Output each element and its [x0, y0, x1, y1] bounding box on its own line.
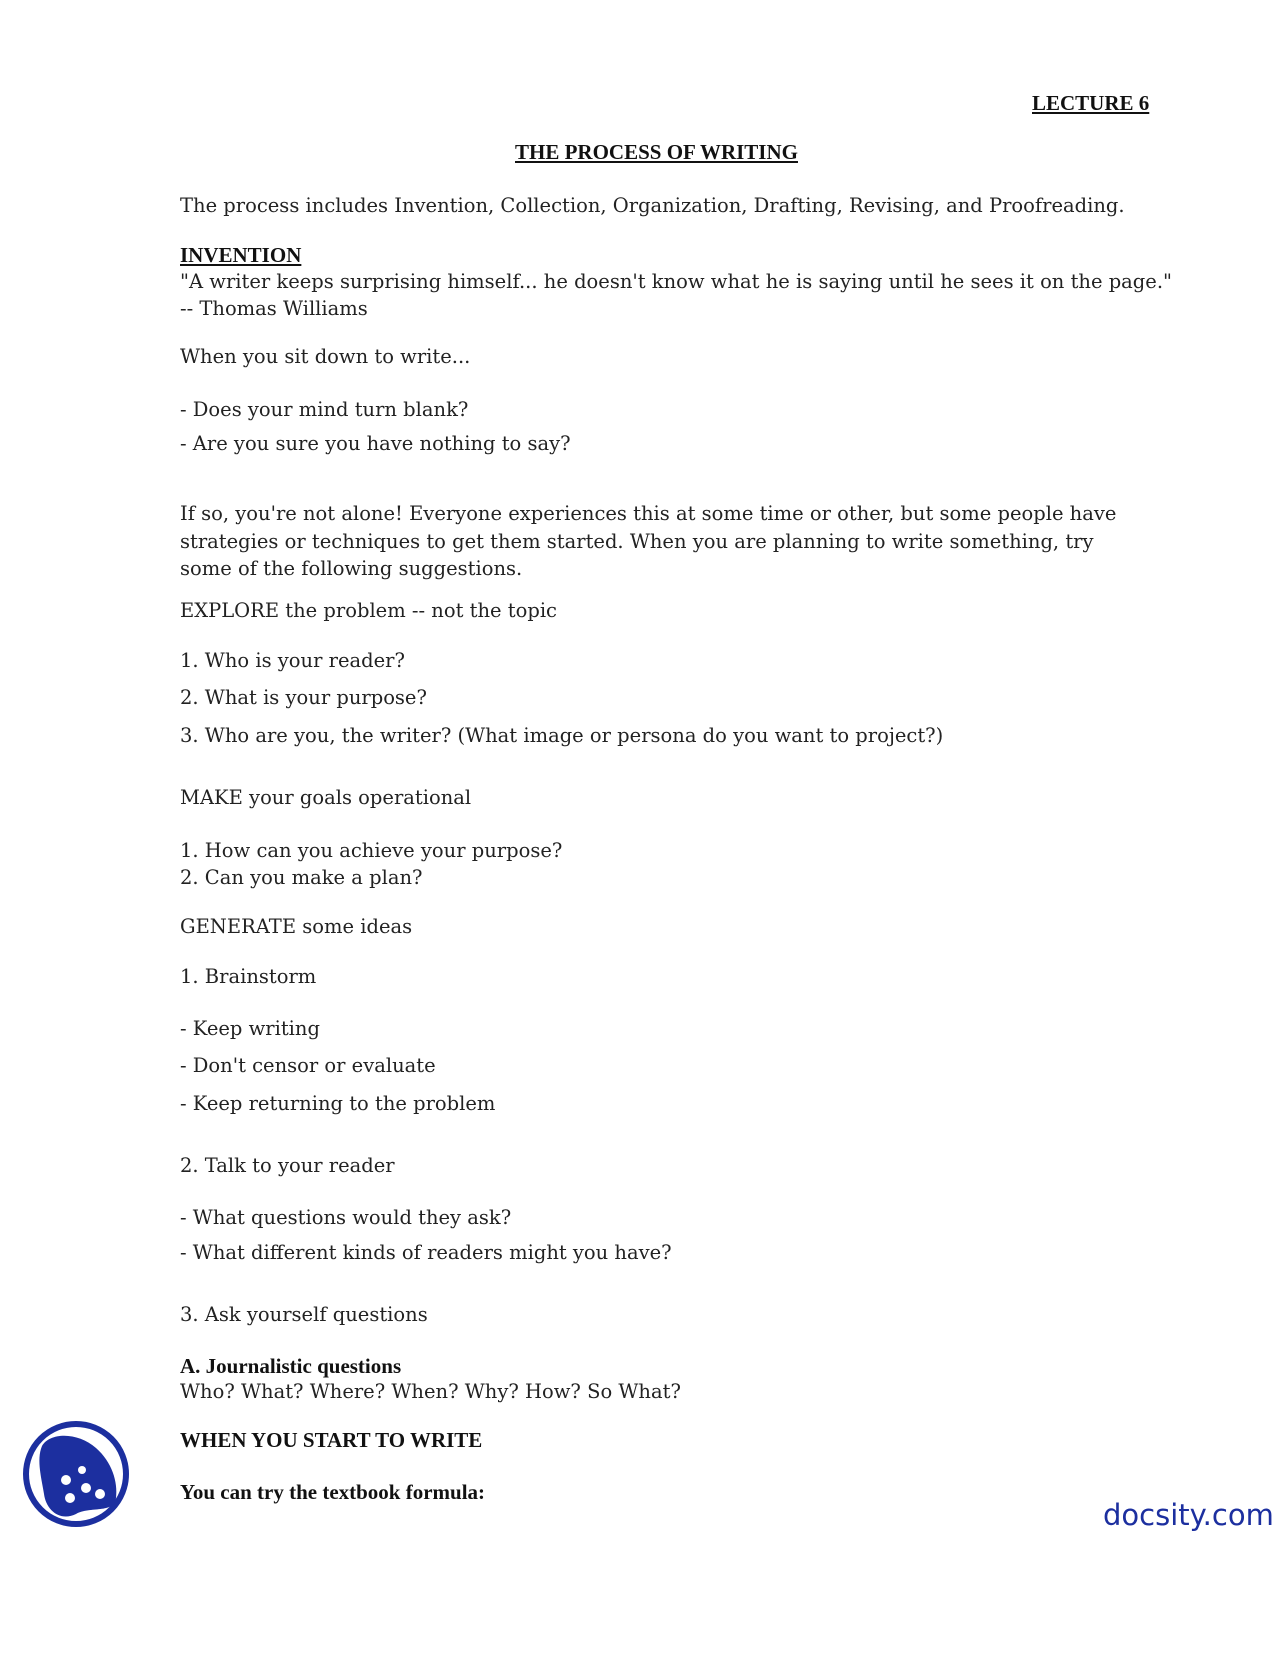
generate-heading: GENERATE some ideas: [180, 915, 413, 938]
list-item: 2. Can you make a plan?: [180, 866, 423, 889]
textbook-heading: You can try the textbook formula:: [180, 1480, 486, 1504]
docsity-logo-icon[interactable]: [20, 1418, 132, 1530]
invention-heading: INVENTION: [180, 243, 302, 267]
list-item: - Keep writing: [180, 1017, 320, 1040]
list-item: - Are you sure you have nothing to say?: [180, 432, 571, 455]
make-heading: MAKE your goals operational: [180, 786, 472, 809]
quote-attribution: -- Thomas Williams: [180, 297, 368, 320]
list-item: - Does your mind turn blank?: [180, 398, 469, 421]
paragraph-text: If so, you're not alone! Everyone experiences this at some time or other, but some people have strategies or techniques to get them started. When you are planning to write something, try some of the following suggestions.: [180, 502, 1117, 580]
explore-heading: EXPLORE the problem -- not the topic: [180, 599, 557, 622]
page-title: THE PROCESS OF WRITING: [515, 140, 798, 164]
list-item: - Keep returning to the problem: [180, 1092, 496, 1115]
list-item: 2. What is your purpose?: [180, 686, 427, 709]
list-item: - Don't censor or evaluate: [180, 1054, 436, 1077]
journalistic-questions: Who? What? Where? When? Why? How? So What?: [180, 1380, 681, 1403]
docsity-brand-link[interactable]: docsity.com: [1103, 1498, 1274, 1532]
sit-down-text: When you sit down to write...: [180, 345, 471, 368]
list-item: - What different kinds of readers might you have?: [180, 1241, 672, 1264]
list-item: 1. Who is your reader?: [180, 649, 405, 672]
when-start-heading: WHEN YOU START TO WRITE: [180, 1428, 483, 1452]
list-item: 3. Who are you, the writer? (What image or persona do you want to project?): [180, 724, 944, 747]
lecture-label: LECTURE 6: [1032, 91, 1150, 115]
ask-heading: 3. Ask yourself questions: [180, 1303, 428, 1326]
talk-heading: 2. Talk to your reader: [180, 1154, 395, 1177]
journalistic-heading: A. Journalistic questions: [180, 1354, 402, 1378]
brainstorm-heading: 1. Brainstorm: [180, 965, 317, 988]
list-item: 1. How can you achieve your purpose?: [180, 839, 563, 862]
intro-text: The process includes Invention, Collection, Organization, Drafting, Revising, and Proofreading.: [180, 194, 1125, 217]
list-item: - What questions would they ask?: [180, 1206, 512, 1229]
quote-text: "A writer keeps surprising himself... he doesn't know what he is saying until he sees it on the page.": [180, 270, 1172, 293]
